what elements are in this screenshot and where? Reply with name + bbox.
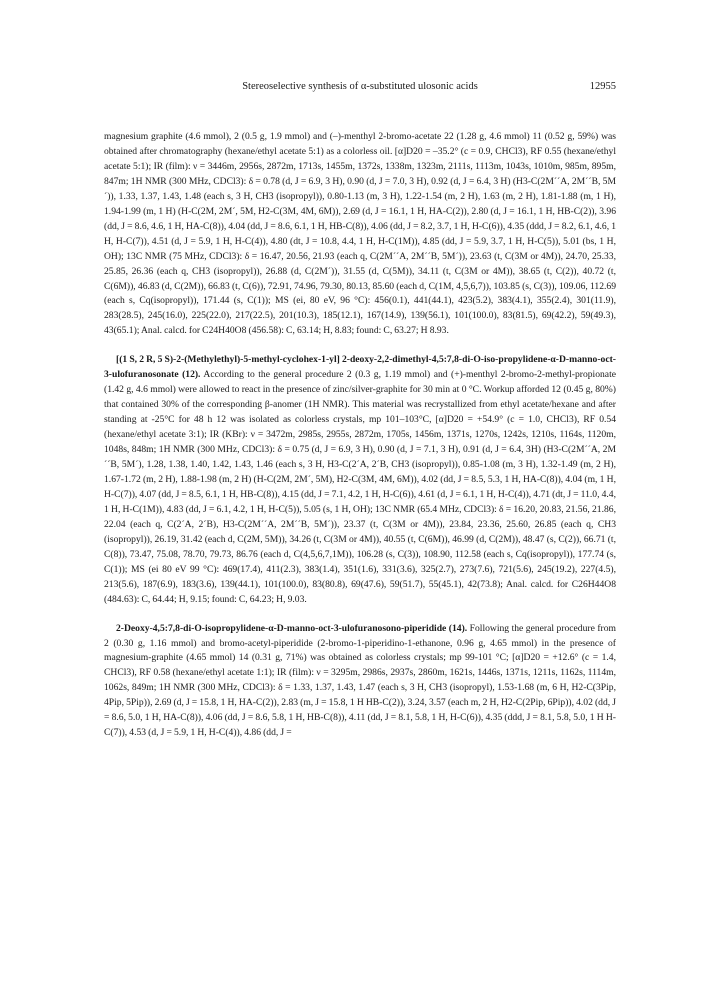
article-body [104,130,616,741]
paragraph-text: Following the general procedure from 2 (0.30 g, 1.16 mmol) and bromo-acetyl-piperidide (2-bromo-1-piperidino-1-ethanone, 0.96 g, 4.65 mmol) in the presence of magnesium-graphite (4.65 mmol) 14 (0.31 g, 71%) was obtained as colorless crystals; mp 99-101 °C; [α]D20 = +12.6° (c = 1.4, CHCl3), RF 0.58 (hexane/ethyl acetate 1:1); IR (film): ν = 3295m, 2986s, 2937s, 2860m, 1621s, 1446s, 1371s, 1211s, 1162s, 1114m, 1062s, 849m; 1H NMR (300 MHz, CDCl3): δ = 1.33, 1.37, 1.43, 1.47 (each s, 3 H, CH3 (isopropyl), 1.53-1.68 (m, 6 H, H2-C(3Pip, 4Pip, 5Pip)), 2.69 (d, J = 15.8, 1 H, HA-C(2)), 2.83 (m, J = 15.8, 1 H HB-C(2)), 3.24, 3.57 (each m, 2 H, H2-C(2Pip, 6Pip)), 4.02 (dd, J = 8.6, 5.0, 1 H, HA-C(8)), 4.06 (dd, J = 8.6, 5.8, 1 H, HB-C(8)), 4.11 (dd, J = 8.1, 5.8, 1 H, H-C(6)), 4.35 (ddd, J = 8.1, 5.8, 5.0, 1 H H-C(7)), 4.53 (d, J = 5.9, 1 H, H-C(4)), 4.86 (dd, J = [104,622,616,739]
compound-12-heading: [(1 S, 2 R, 5 S)-2-(Methylethyl)-5-methyl-cyclohex-1-yl] 2-deoxy-2,2-dimethyl-4,5:7,8-di-O-iso-propylidene-α-D-manno-oct-3-ulofuranosonate (12). [104,354,616,381]
compound-14-heading: 2-Deoxy-4,5:7,8-di-O-isopropylidene-α-D-manno-oct-3-ulofuranosono-piperidide (14). [116,622,468,634]
page-number: 12955 [589,81,616,92]
running-title: Stereoselective synthesis of α-substituted ulosonic acids [242,81,478,92]
paragraph-compound-14 [104,622,616,742]
paragraph-compound-11 [104,130,616,339]
paragraph-text: magnesium graphite (4.6 mmol), 2 (0.5 g, 1.9 mmol) and (–)-menthyl 2-bromo-acetate 22 (1.28 g, 4.6 mmol) 11 (0.52 g, 59%) was obtained after chromatography (hexane/ethyl acetate 5:1) as a colorless oil. [α]D20 = –35.2° (c = 0.9, CHCl3), RF 0.55 (hexane/ethyl acetate 5:1); IR (film): ν = 3446m, 2956s, 2872m, 1713s, 1455m, 1372s, 1338m, 1323m, 2111s, 1113m, 1043s, 1010m, 985m, 895m, 847m; 1H NMR (300 MHz, CDCl3): δ = 0.78 (d, J = 6.9, 3 H), 0.90 (d, J = 7.0, 3 H), 0.92 (d, J = 6.4, 3 H) (H3-C(2M´´A, 2M´´B, 5M´)), 1.33, 1.37, 1.43, 1.48 (each s, 3 H, CH3 (isopropyl)), 0.80-1.13 (m, 3 H), 1.22-1.54 (m, 2 H), 1.63 (m, 2 H), 1.81-1.88 (m, 1 H), 1.94-1.99 (m, 1 H) (H-C(2M, 2M´, 5M, H2-C(3M, 4M, 6M)), 2.69 (d, J = 16.1, 1 H, HA-C(2)), 2.80 (d, J = 16.1, 1 H, HB-C(2)), 3.96 (dd, J = 8.6, 4.6, 1 H, HA-C(8)), 4.04 (dd, J = 8.6, 6.1, 1 H, HB-C(8)), 4.06 (dd, J = 8.2, 3.7, 1 H, H-C(6)), 4.35 (ddd, J = 8.2, 6.1, 4.6, 1 H, H-C(7)), 4.51 (d, J = 5.9, 1 H, H-C(4)), 4.80 (dt, J = 10.8, 4.4, 1 H, H-C(1M)), 4.85 (dd, J = 5.9, 3.7, 1 H, H-C(5)), 5.01 (bs, 1 H, OH); 13C NMR (75 MHz, CDCl3): δ = 16.47, 20.56, 21.93 (each q, C(2M´´A, 2M´´B, 5M´)), 23.63 (t, C(3M or 4M)), 24.70, 25.33, 25.85, 26.36 (each q, CH3 (isopropyl)), 26.88 (d, C(2M´)), 31.55 (d, C(5M)), 34.11 (t, C(3M or 4M)), 38.65 (t, C(2)), 40.72 (t, C(6M)), 46.83 (d, C(2M)), 66.83 (t, C(6)), 72.91, 74.96, 79.30, 80.13, 85.60 (each d, C(1M, 4,5,6,7)), 103.85 (s, C(3)), 109.06, 112.69 (each s, Cq(isopropyl)), 171.44 (s, C(1)); MS (ei, 80 eV, 96 °C): 456(0.1), 441(44.1), 423(5.2), 383(4.1), 355(2.4), 301(11.9), 283(28.5), 245(16.0), 225(22.0), 217(22.5), 201(10.3), 185(12.1), 167(14.9), 139(56.1), 101(100.0), 83(81.5), 69(42.2), 59(49.3), 43(65.1); Anal. calcd. for C24H40O8 (456.58): C, 63.14; H, 8.83; found: C, 63.27; H 8.93. [104,131,616,337]
running-header [104,78,616,96]
paragraph-text: According to the general procedure 2 (0.3 g, 1.19 mmol) and (+)-menthyl 2-bromo-2-methyl-propionate (1.42 g, 4.6 mmol) were allowed to react in the presence of zinc/silver-graphite for 30 min at 0 °C. Workup afforded 12 (0.45 g, 80%) that contained 30% of the corresponding β-anomer (1H NMR). This material was recrystallized from ethyl acetate/hexane and after standing at -25°C for 48 h 12 was isolated as colorless crystals, mp 101–103°C, [α]D20 = +54.9° (c = 1.0, CHCl3), RF 0.54 (hexane/ethyl acetate 3:1); IR (KBr): ν = 3472m, 2985s, 2955s, 2872m, 1705s, 1456m, 1371s, 1270s, 1242s, 1210s, 1164s, 1120m, 1048s, 848m; 1H NMR (300 MHz, CDCl3): δ = 0.75 (d, J = 6.9, 3 H), 0.90 (d, J = 7.1, 3 H), 0.91 (d, J = 6.4, 3H) (H3-C(2M´´A, 2M´´B, 5M´), 1.28, 1.38, 1.40, 1.42, 1.43, 1.46 (each s, 3 H, H3-C(2´A, 2´B, CH3 (isopropyl)), 0.85-1.08 (m, 3 H), 1.32-1.49 (m, 2 H), 1.67-1.72 (m, 2 H), 1.88-1.98 (m, 2 H) (H-C(2M, 2M´, 5M), H2-C(3M, 4M, 6M)), 4.02 (dd, J = 8.5, 5.3, 1 H, HA-C(8)), 4.04 (m, 1 H, H-C(7)), 4.07 (dd, J = 8.5, 6.1, 1 H, HB-C(8)), 4.15 (dd, J = 7.1, 4.2, 1 H, H-C(6)), 4.61 (d, J = 6.1, 1 H, H-C(4)), 4.71 (dt, J = 11.0, 4.4, 1 H, H-C(1M)), 4.83 (dd, J = 6.1, 4.2, 1 H, H-C(5)), 5.05 (s, 1 H, OH); 13C NMR (65.4 MHz, CDCl3): δ = 16.20, 20.83, 21.56, 21.86, 22.04 (each q, C(2´A, 2´B), H3-C(2M´´A, 2M´´B, 5M´)), 23.37 (t, C(3M or 4M)), 23.84, 23.36, 25.60, 26.85 (each q, CH3 (isopropyl)), 26.19, 31.42 (each d, C(2M, 5M)), 34.26 (t, C(3M or 4M)), 40.55 (t, C(6M)), 46.99 (d, C(2M)), 48.47 (s, C(2)), 66.71 (t, C(8)), 73.47, 75.08, 78.70, 79.73, 86.76 (each d, C(4,5,6,7,1M)), 106.28 (s, C(3)), 108.90, 112.58 (each s, Cq(isopropyl)), 177.74 (s, C(1)); MS (ei 80 eV 99 °C): 469(17.4), 411(2.3), 383(1.4), 351(1.6), 331(3.6), 325(2.7), 273(7.6), 721(5.6), 245(19.2), 227(4.5), 213(5.6), 187(6.9), 183(3.6), 139(44.1), 101(100.0), 83(80.8), 69(47.6), 59(51.7), 55(45.1), 42(73.8); Anal. calcd. for C26H44O8 (484.63): C, 64.44; H, 9.15; found: C, 64.23; H, 9.03. [104,369,616,605]
paragraph-compound-12 [104,353,616,607]
